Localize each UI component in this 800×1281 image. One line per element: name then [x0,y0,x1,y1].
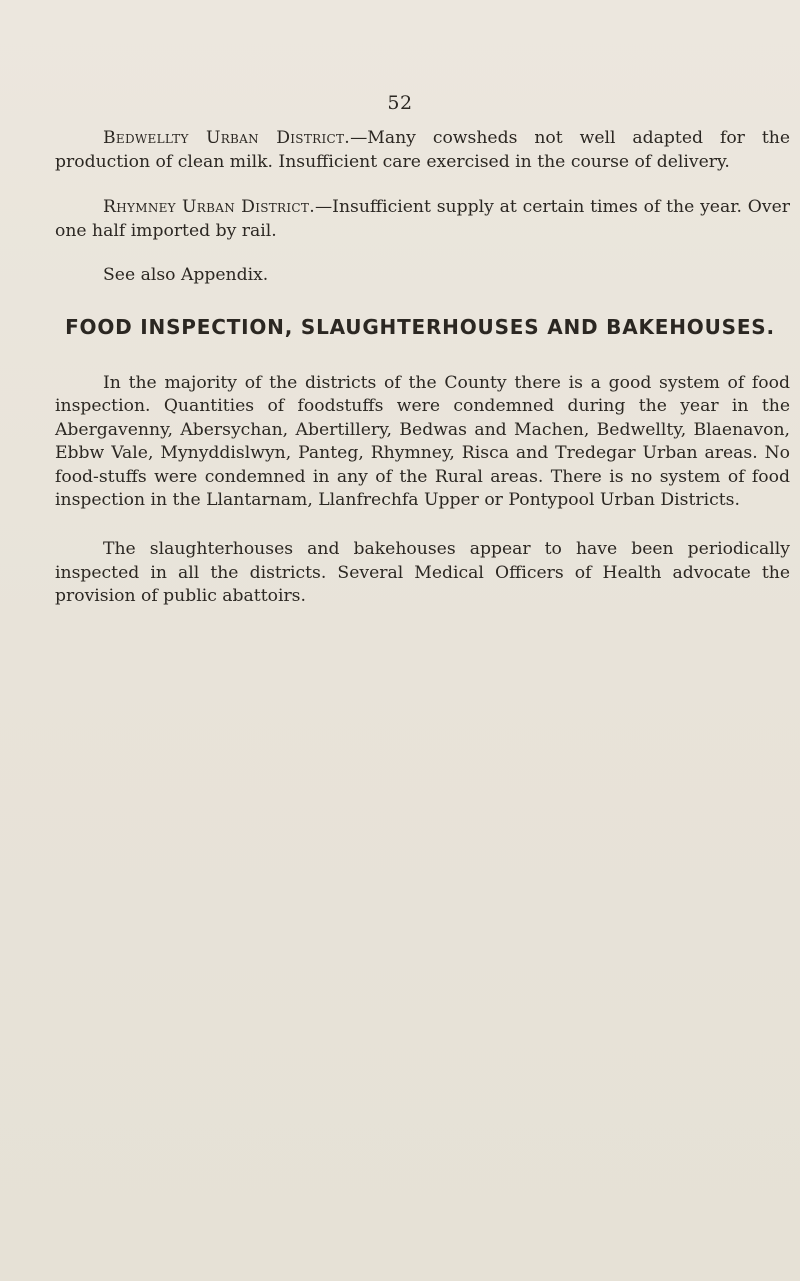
section-heading: FOOD INSPECTION, SLAUGHTERHOUSES AND BAKEHOUSES. [65,315,775,339]
food-inspection-paragraph: In the majority of the districts of the County there is a good system of food inspection. Quantities of foodstuffs were condemned during the year in the Abergavenny, Abersychan, Abertillery, Bedwas and Machen, Bedwellty, Blaenavon, Ebbw Vale, Mynyddislwyn, Panteg, Rhymney, Risca and Tredegar Urban areas. No food-stuffs were condemned in any of the Rural areas. There is no system of food inspection in the Llantarnam, Llanfrechfa Upper or Pontypool Urban Districts. [55,373,790,511]
page-number: 52 [387,92,413,114]
slaughterhouses-paragraph: The slaughterhouses and bakehouses appear to have been periodically inspected in all the districts. Several Medical Officers of Health advocate the provision of public abattoirs. [55,539,790,607]
rhymney-text: —Insufficient supply at certain times of the year. Over one half imported by rail. [55,197,790,241]
bedwellty-heading: Bedwellty Urban District. [103,128,351,148]
bedwellty-text: —Many cowsheds not well adapted for the production of clean milk. Insufficient care exercised in the course of delivery. [55,128,790,172]
rhymney-paragraph [55,196,790,243]
bedwellty-paragraph [55,127,790,174]
see-also-note: See also Appendix. [103,265,269,285]
rhymney-heading: Rhymney Urban District. [103,197,315,217]
